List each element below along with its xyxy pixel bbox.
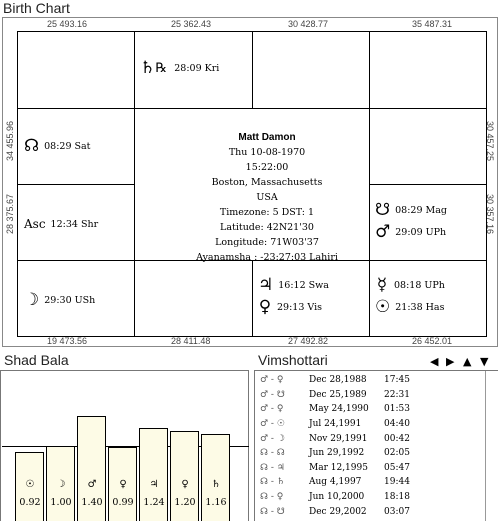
vimshottari-title: Vimshottari (258, 352, 328, 368)
dasha-lords: ♂ - ☋ (260, 389, 285, 400)
house-sun[interactable] (375, 299, 444, 316)
dasha-lords: ♂ - ☽ (260, 433, 285, 444)
moon-icon: ☽ (24, 290, 40, 310)
dasha-row[interactable] (255, 504, 486, 519)
planet-icon: ♀ (119, 479, 127, 490)
edge-top-2: 25 362.43 (171, 19, 212, 29)
ketu-icon: ☋ (375, 200, 391, 220)
rahu-icon: ☊ (24, 136, 40, 156)
dasha-date: Jun 10,2000 (309, 492, 365, 503)
ascendant-position: 12:34 Shr (50, 219, 99, 230)
dasha-lords: ☊ - ☊ (260, 448, 285, 459)
dasha-time: 04:40 (384, 419, 410, 430)
birth-chart-frame (2, 17, 498, 347)
house-mercury[interactable] (375, 277, 445, 294)
house-venus[interactable] (258, 299, 322, 316)
venus-position: 29:13 Vis (277, 302, 323, 313)
ascendant-icon: Asc (24, 217, 46, 231)
person-name: Matt Damon (238, 132, 296, 143)
mars-icon: ♂ (375, 222, 391, 242)
grid-line (252, 32, 253, 108)
dasha-lords: ♂ - ♀ (260, 375, 284, 386)
dasha-date: Jul 24,1991 (309, 419, 362, 430)
birth-date: Thu 10-08-1970 (228, 147, 306, 158)
dasha-row[interactable] (255, 461, 486, 476)
dasha-row[interactable] (255, 402, 486, 417)
dasha-date: Aug 4,1997 (309, 477, 362, 488)
dasha-date: Dec 25,1989 (309, 389, 367, 400)
moon-position: 29:30 USh (44, 295, 96, 306)
grid-line (134, 32, 135, 336)
mars-position: 29:09 UPh (395, 227, 447, 238)
dasha-time: 05:47 (384, 462, 410, 473)
jupiter-icon: ♃ (258, 275, 274, 295)
dasha-lords: ☊ - ♀ (260, 492, 284, 503)
arrow-left-icon[interactable]: ◀ (430, 355, 439, 368)
grid-line (369, 184, 486, 185)
dasha-row[interactable] (255, 490, 486, 505)
dasha-time: 00:42 (384, 433, 410, 444)
birth-chart-title: Birth Chart (3, 0, 70, 16)
edge-left-2: 28 375.67 (5, 193, 15, 235)
house-ascendant[interactable] (24, 216, 98, 233)
house-jupiter[interactable] (258, 277, 329, 294)
dasha-time: 17:45 (384, 375, 410, 386)
dasha-lords: ☊ - ☋ (260, 506, 285, 517)
house-saturn[interactable] (140, 60, 219, 77)
dasha-time: 02:05 (384, 448, 410, 459)
birth-time: 15:22:00 (245, 162, 289, 173)
shad-bala-panel (0, 370, 249, 521)
vimshottari-panel (254, 370, 498, 521)
house-rahu[interactable] (24, 138, 91, 155)
planet-icon: ☉ (25, 479, 35, 490)
saturn-position: 28:09 Kri (174, 63, 220, 74)
shad-bala-value: 1.16 (205, 497, 227, 508)
ayanamsha: Ayanamsha : -23:27:03 Lahiri (196, 252, 338, 263)
dasha-time: 01:53 (384, 404, 410, 415)
shad-bala-value: 1.40 (81, 497, 103, 508)
edge-left-1: 34 455.96 (5, 120, 15, 162)
shad-bala-value: 1.20 (174, 497, 196, 508)
birth-country: USA (256, 192, 278, 203)
dasha-date: Jun 29,1992 (309, 448, 365, 459)
dasha-time: 22:31 (384, 389, 410, 400)
edge-bottom-3: 27 492.82 (288, 336, 329, 346)
chart-grid (17, 31, 487, 337)
birth-details (150, 130, 384, 265)
edge-top-3: 30 428.77 (288, 19, 329, 29)
house-mars[interactable] (375, 224, 446, 241)
dasha-date: Dec 28,1988 (309, 375, 367, 386)
dasha-time: 18:18 (384, 492, 410, 503)
planet-icon: ♃ (149, 479, 159, 490)
longitude: Longitude: 71W03'37 (215, 237, 319, 248)
saturn-icon: ♄ (140, 58, 156, 78)
edge-top-4: 35 487.31 (412, 19, 453, 29)
house-moon[interactable] (24, 292, 95, 309)
dasha-time: 03:07 (384, 506, 410, 517)
grid-line (252, 260, 253, 336)
dasha-row[interactable] (255, 417, 486, 432)
ketu-position: 08:29 Mag (395, 205, 447, 216)
jupiter-position: 16:12 Swa (278, 280, 329, 291)
dasha-row[interactable] (255, 475, 486, 490)
shad-bala-value: 0.99 (112, 497, 134, 508)
retrograde-icon: ℞ (155, 61, 168, 76)
arrow-right-icon[interactable]: ▶ (446, 355, 455, 368)
dasha-row[interactable] (255, 446, 486, 461)
shad-bala-title: Shad Bala (4, 352, 69, 368)
dasha-lords: ♂ - ☉ (260, 419, 285, 430)
mercury-position: 08:18 UPh (394, 280, 445, 291)
mercury-icon: ☿ (376, 275, 388, 295)
venus-icon: ♀ (258, 297, 272, 317)
edge-bottom-4: 26 452.01 (412, 336, 453, 346)
timezone: Timezone: 5 DST: 1 (219, 207, 315, 218)
dasha-list[interactable] (255, 371, 486, 521)
dasha-date: Dec 29,2002 (309, 506, 367, 517)
planet-icon: ☽ (56, 479, 66, 490)
planet-icon: ♀ (181, 479, 189, 490)
dasha-lords: ☊ - ♄ (260, 477, 285, 488)
edge-bottom-2: 28 411.48 (171, 336, 211, 346)
dasha-lords: ♂ - ♀ (260, 404, 284, 415)
dasha-time: 19:44 (384, 477, 410, 488)
dasha-date: May 24,1990 (309, 404, 369, 415)
grid-line (18, 184, 134, 185)
arrow-down-icon[interactable]: ▼ (480, 355, 489, 368)
dasha-row[interactable] (255, 373, 486, 388)
edge-right-2: 30 357.16 (485, 193, 495, 235)
latitude: Latitude: 42N21'30 (220, 222, 314, 233)
sun-icon: ☉ (375, 297, 391, 317)
house-ketu[interactable] (375, 202, 447, 219)
edge-bottom-1: 19 473.56 (47, 336, 88, 346)
planet-icon: ♄ (211, 479, 221, 490)
edge-right-1: 30 457.25 (485, 120, 495, 162)
grid-line (18, 108, 486, 109)
dasha-row[interactable] (255, 431, 486, 446)
dasha-date: Nov 29,1991 (309, 433, 368, 444)
scrollbar[interactable] (487, 371, 498, 521)
rahu-position: 08:29 Sat (44, 141, 91, 152)
edge-top-1: 25 493.16 (47, 19, 88, 29)
shad-bala-value: 1.24 (143, 497, 165, 508)
dasha-row[interactable] (255, 388, 486, 403)
dasha-lords: ☊ - ♃ (260, 462, 285, 473)
shad-bala-value: 0.92 (19, 497, 41, 508)
dasha-date: Mar 12,1995 (309, 462, 368, 473)
shad-bala-value: 1.00 (50, 497, 72, 508)
planet-icon: ♂ (87, 479, 97, 490)
sun-position: 21:38 Has (395, 302, 445, 313)
birth-place: Boston, Massachusetts (211, 177, 323, 188)
arrow-up-icon[interactable]: ▲ (463, 355, 472, 368)
